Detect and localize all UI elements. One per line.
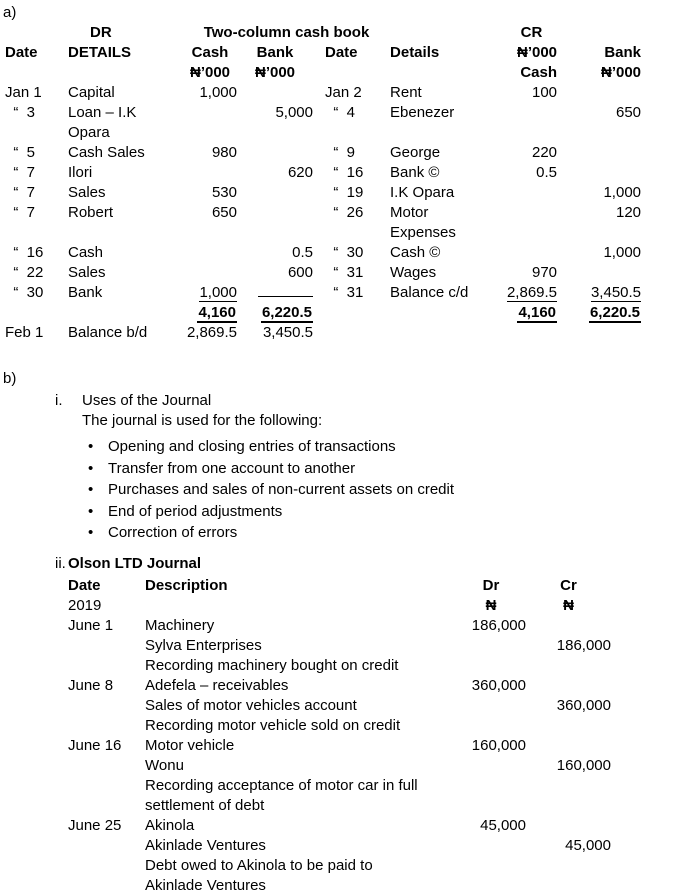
dr-cash-amount: 1,000 (199, 284, 237, 301)
journal-description-header: Description (145, 576, 228, 594)
cashbook-row-balance-cd (5, 283, 641, 303)
cr-cash-header: ₦’000 (516, 44, 558, 61)
cashbook-header-row-2 (5, 63, 641, 83)
cr-date: “ 30 (325, 244, 364, 261)
journal-date-header: Date (68, 576, 101, 594)
dr-date: “ 7 (5, 184, 36, 201)
cashbook-row (5, 243, 641, 263)
dr-details: Loan – I.K (68, 104, 137, 121)
journal-roman-numeral: ii. (55, 554, 66, 572)
dr-details: Opara (68, 124, 110, 141)
cashbook-row (5, 163, 641, 183)
journal-row (68, 876, 611, 894)
cr-date: “ 31 (325, 264, 364, 281)
dr-bank-amount: 3,450.5 (262, 324, 313, 341)
dr-bank-header: Bank (256, 44, 294, 61)
journal-row (68, 796, 611, 816)
journal-date: June 25 (68, 816, 122, 834)
cr-cash-amount: 220 (531, 144, 558, 161)
dr-date-header: Date (5, 44, 38, 61)
cr-bank-amount: 1,000 (603, 244, 642, 261)
cr-details: Wages (390, 264, 437, 281)
uses-bullet-list (0, 436, 683, 544)
cr-cash-amount: 100 (531, 84, 558, 101)
journal-narration: Recording motor vehicle sold on credit (145, 716, 401, 734)
journal-cr-header: Cr (560, 576, 577, 594)
dr-cash-currency: ₦’000 (189, 64, 231, 81)
cr-details: Rent (390, 84, 422, 101)
dr-date: “ 30 (5, 284, 44, 301)
dr-date: “ 22 (5, 264, 44, 281)
journal-row (68, 856, 611, 876)
dr-bank-rule (237, 283, 313, 303)
cr-date: “ 9 (325, 144, 356, 161)
journal-narration: Recording machinery bought on credit (145, 656, 399, 674)
cr-bank-currency: ₦’000 (600, 64, 642, 81)
cashbook-title-row (5, 23, 641, 43)
journal-dr-currency: ₦ (485, 596, 497, 614)
uses-intro: The journal is used for the following: (82, 412, 323, 429)
journal-dr-amount: 186,000 (471, 616, 526, 634)
cr-bank-header: Bank (604, 44, 642, 61)
journal-date: June 16 (68, 736, 122, 754)
journal-year: 2019 (68, 596, 102, 614)
journal-row (68, 676, 611, 696)
journal-row (68, 776, 611, 796)
journal-narration: Akinlade Ventures (145, 876, 266, 894)
cr-date: “ 26 (325, 204, 364, 221)
dr-date: “ 7 (5, 164, 36, 181)
journal-row (68, 736, 611, 756)
bullet-item: • End of period adjustments (88, 501, 683, 523)
dr-details: Balance b/d (68, 324, 148, 341)
journal-table (68, 576, 611, 894)
journal-row (68, 756, 611, 776)
journal-description: Akinola (145, 816, 195, 834)
dr-details: Bank (68, 284, 103, 301)
journal-row (68, 616, 611, 636)
journal-description: Machinery (145, 616, 215, 634)
dr-cash-total: 4,160 (198, 304, 236, 321)
journal-row (68, 816, 611, 836)
journal-narration: settlement of debt (145, 796, 265, 814)
cr-date: “ 16 (325, 164, 364, 181)
uses-title: Uses of the Journal (82, 392, 212, 409)
dr-cash-amount: 980 (211, 144, 237, 161)
cr-bank-amount: 120 (615, 204, 642, 221)
journal-dr-amount: 45,000 (480, 816, 526, 834)
journal-description: Adefela – receivables (145, 676, 289, 694)
cashbook-header-row (5, 43, 641, 63)
journal-cr-amount: 160,000 (556, 756, 611, 774)
cr-details: George (390, 144, 441, 161)
dr-bank-currency: ₦’000 (254, 64, 296, 81)
journal-description: Wonu (145, 756, 184, 774)
journal-cr-currency: ₦ (563, 596, 574, 614)
dr-date: “ 5 (5, 144, 36, 161)
cashbook-row (5, 183, 641, 203)
dr-details: Robert (68, 204, 114, 221)
journal-row (68, 696, 611, 716)
cashbook-totals-row (5, 303, 641, 323)
dr-cash-header: Cash (191, 44, 229, 61)
dr-details: Ilori (68, 164, 93, 181)
cr-date: Jan 2 (325, 84, 362, 101)
cr-cash-currency: Cash (520, 64, 558, 81)
journal-dr-header: Dr (482, 576, 500, 594)
journal-description: Sylva Enterprises (145, 636, 262, 654)
cashbook-row (5, 143, 641, 163)
journal-date: June 8 (68, 676, 114, 694)
cr-cash-amount: 0.5 (536, 164, 558, 181)
journal-row (68, 656, 611, 676)
cr-side-label: CR (520, 24, 543, 41)
cr-bank-amount: 650 (615, 104, 642, 121)
uses-roman-numeral: i. (55, 392, 63, 409)
dr-cash-amount: 2,869.5 (186, 324, 237, 341)
cr-details-header: Details (390, 44, 440, 61)
dr-cash-amount: 530 (211, 184, 237, 201)
cr-details: Balance c/d (390, 284, 469, 301)
dr-bank-amount: 5,000 (275, 104, 313, 121)
journal-dr-amount: 160,000 (471, 736, 526, 754)
bullet-item: • Purchases and sales of non-current assets on credit (88, 479, 683, 501)
cr-cash-total: 4,160 (518, 304, 557, 321)
dr-cash-amount: 650 (211, 204, 237, 221)
uses-heading (55, 391, 683, 411)
dr-details-header: DETAILS (68, 44, 132, 61)
section-a-label: a) (3, 4, 17, 21)
dr-bank-amount: 0.5 (292, 244, 313, 261)
journal-row (68, 636, 611, 656)
journal-description: Motor vehicle (145, 736, 235, 754)
journal-header-row (68, 576, 611, 596)
cr-details: Motor (390, 204, 429, 221)
dr-details: Sales (68, 264, 106, 281)
dr-details: Sales (68, 184, 106, 201)
bullet-item: • Opening and closing entries of transactions (88, 436, 683, 458)
cr-details: Cash © (390, 244, 441, 261)
cashbook-row (5, 203, 641, 223)
cashbook-row (5, 103, 641, 123)
cr-cash-amount: 970 (531, 264, 558, 281)
journal-subheader-row (68, 596, 611, 616)
journal-narration: Debt owed to Akinola to be paid to (145, 856, 373, 874)
cashbook-row-balance-bd (5, 323, 641, 343)
journal-title: Olson LTD Journal (68, 554, 202, 572)
dr-bank-amount: 600 (287, 264, 313, 281)
section-b-label: b) (3, 370, 17, 387)
journal-cr-amount: 45,000 (565, 836, 611, 854)
bullet-item: • Transfer from one account to another (88, 458, 683, 480)
dr-date: “ 7 (5, 204, 36, 221)
cr-date-header: Date (325, 44, 358, 61)
cr-details: I.K Opara (390, 184, 455, 201)
cashbook-title: Two-column cash book (203, 24, 370, 41)
cr-cash-amount: 2,869.5 (506, 284, 558, 301)
journal-description: Akinlade Ventures (145, 836, 266, 854)
journal-row (68, 716, 611, 736)
dr-date: “ 3 (5, 104, 36, 121)
cr-date: “ 4 (325, 104, 356, 121)
dr-bank-amount: 620 (287, 164, 313, 181)
cr-date: “ 31 (325, 284, 364, 301)
journal-cr-amount: 186,000 (556, 636, 611, 654)
cr-date: “ 19 (325, 184, 364, 201)
cashbook-row (5, 263, 641, 283)
cashbook-row (5, 223, 641, 243)
dr-details: Cash (68, 244, 104, 261)
journal-narration: Recording acceptance of motor car in full (145, 776, 418, 794)
journal-description: Sales of motor vehicles account (145, 696, 357, 714)
dr-cash-amount: 1,000 (199, 84, 237, 101)
dr-side-label: DR (90, 24, 112, 41)
cr-bank-amount: 3,450.5 (590, 284, 642, 301)
cashbook-row (5, 83, 641, 103)
journal-row (68, 836, 611, 856)
dr-date: Feb 1 (5, 324, 44, 341)
dr-date: “ 16 (5, 244, 44, 261)
dr-date: Jan 1 (5, 84, 42, 101)
journal-dr-amount: 360,000 (471, 676, 526, 694)
dr-details: Capital (68, 84, 115, 101)
journal-date: June 1 (68, 616, 114, 634)
cr-details: Bank © (390, 164, 440, 181)
cr-bank-total: 6,220.5 (589, 304, 641, 321)
cr-details: Expenses (390, 224, 456, 241)
dr-bank-total: 6,220.5 (261, 304, 312, 321)
cr-details: Ebenezer (390, 104, 455, 121)
cashbook-table (5, 23, 641, 343)
cr-bank-amount: 1,000 (603, 184, 642, 201)
journal-cr-amount: 360,000 (556, 696, 611, 714)
cashbook-row (5, 123, 641, 143)
journal-heading (55, 554, 683, 574)
dr-details: Cash Sales (68, 144, 145, 161)
bullet-item: • Correction of errors (88, 522, 683, 544)
